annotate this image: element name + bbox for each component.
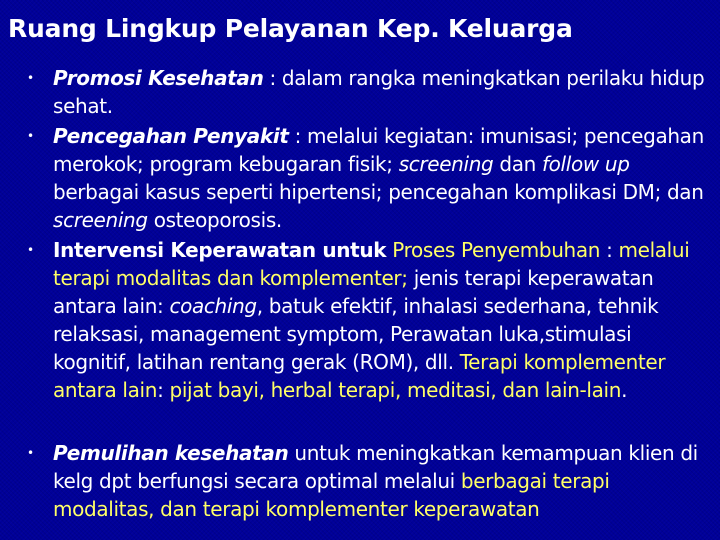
item-text: :	[157, 378, 170, 402]
item-heading: Pemulihan kesehatan	[53, 441, 289, 465]
bullet-item-pencegahan-penyakit	[27, 122, 715, 234]
item-text-highlight: melalui terapi modalitas dan komplementer;	[53, 238, 690, 290]
item-text-italic: screening	[53, 208, 148, 232]
item-text: : dalam rangka meningkatkan perilaku hidup sehat.	[53, 66, 705, 118]
bullet-item-pemulihan-kesehatan	[27, 439, 715, 523]
bullet-dot-icon: •	[27, 446, 34, 460]
item-text: :	[600, 238, 619, 262]
item-text: .	[621, 378, 628, 402]
bullet-dot-icon: •	[27, 71, 34, 85]
item-text: berbagai kasus seperti hipertensi; pencegahan komplikasi DM; dan	[53, 180, 704, 204]
item-heading: Intervensi Keperawatan untuk	[53, 238, 387, 262]
item-heading: Pencegahan Penyakit	[53, 124, 289, 148]
item-text: , batuk efektif, inhalasi sederhana, tehnik relaksasi, management symptom, Perawatan luka,stimulasi kognitif, latihan rentang gerak (ROM), dll.	[53, 294, 659, 374]
item-text-highlight: berbagai terapi modalitas, dan terapi komplementer keperawatan	[53, 469, 610, 521]
item-text-italic: screening	[398, 152, 494, 176]
item-text: dan	[493, 152, 542, 176]
item-text-italic: follow up	[541, 152, 630, 176]
item-text-highlight: Proses Penyembuhan	[386, 238, 601, 262]
item-text: : melalui kegiatan: imunisasi; pencegahan merokok; program kebugaran fisik;	[53, 124, 704, 176]
item-heading: Promosi Kesehatan	[53, 66, 264, 90]
item-text-highlight: pijat bayi, herbal terapi, meditasi, dan lain-lain	[169, 378, 622, 402]
item-text: osteoporosis.	[147, 208, 282, 232]
item-text: jenis terapi keperawatan antara lain:	[53, 266, 654, 318]
bullet-dot-icon: •	[27, 243, 34, 257]
item-text: untuk meningkatkan kemampuan klien di kelg dpt berfungsi secara optimal melalui	[53, 441, 698, 493]
item-text-italic: coaching	[169, 294, 257, 318]
bullet-dot-icon: •	[27, 129, 34, 143]
bullet-item-intervensi-keperawatan	[27, 236, 715, 404]
slide-title: Ruang Lingkup Pelayanan Kep. Keluarga	[8, 14, 573, 43]
item-text-highlight: Terapi komplementer antara lain	[53, 350, 666, 402]
bullet-item-promosi-kesehatan	[27, 64, 715, 120]
